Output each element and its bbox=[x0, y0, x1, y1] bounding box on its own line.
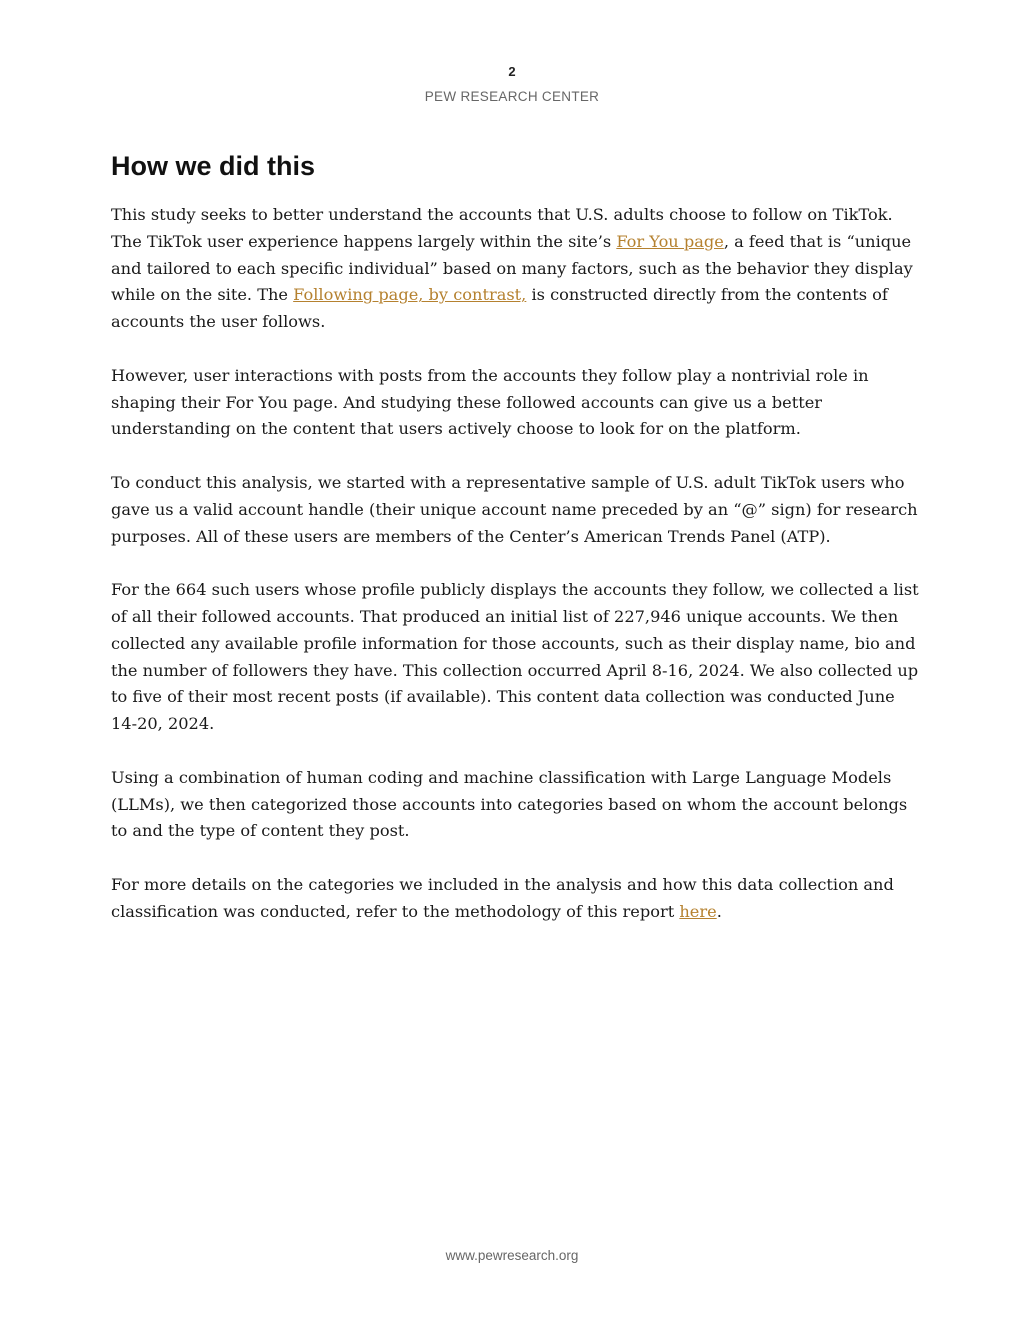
methodology-link[interactable]: here bbox=[679, 901, 717, 921]
footer-url: www.pewresearch.org bbox=[445, 1248, 579, 1263]
paragraph-text: This study seeks to better understand the accounts that U.S. adults choose to follow on TikTok. The TikTok user experience happens largely within the site’s bbox=[111, 205, 893, 251]
paragraph-text: . bbox=[716, 901, 722, 921]
org-header: PEW RESEARCH CENTER bbox=[424, 89, 600, 104]
page-number: 2 bbox=[508, 64, 516, 79]
page-title: How we did this bbox=[111, 151, 316, 181]
paragraph-methodology bbox=[111, 872, 921, 926]
paragraph-text: For more details on the categories we included in the analysis and how this data collection and classification was conducted, refer to the methodology of this report bbox=[111, 874, 894, 921]
paragraph-classification: Using a combination of human coding and machine classification with Large Language Models (LLMs), we then categorized those accounts into categories based on whom the account belongs to and the type of content they post. bbox=[111, 767, 908, 841]
paragraph-sample: To conduct this analysis, we started with a representative sample of U.S. adult TikTok users who gave us a valid account handle (their unique account name preceded by an “@” sign) for research purposes. All of these users are members of the Center’s American Trends Panel (ATP). bbox=[111, 472, 918, 546]
for-you-page-link[interactable]: For You page bbox=[616, 231, 724, 251]
paragraph-intro bbox=[111, 202, 921, 336]
following-page-link[interactable]: Following page, by contrast, bbox=[293, 285, 527, 305]
paragraph-collection: For the 664 such users whose profile publicly displays the accounts they follow, we collected a list of all their followed accounts. That produced an initial list of 227,946 unique accounts. We then collected any available profile information for those accounts, such as their display name, bio and the number of followers they have. This collection occurred April 8-16, 2024. We also collected up to five of their most recent posts (if available). This content data collection was conducted June 14-20, 2024. bbox=[111, 580, 919, 734]
paragraph-text: , a feed that is “unique and tailored to each specific individual” based on many factors, such as the behavior they display while on the site. The bbox=[111, 231, 913, 305]
body-text bbox=[111, 202, 921, 952]
paragraph-text: is constructed directly from the contents of accounts the user follows. bbox=[111, 285, 888, 332]
paragraph-interactions: However, user interactions with posts from the accounts they follow play a nontrivial role in shaping their For You page. And studying these followed accounts can give us a better understanding on the content that users actively choose to look for on the platform. bbox=[111, 365, 869, 439]
